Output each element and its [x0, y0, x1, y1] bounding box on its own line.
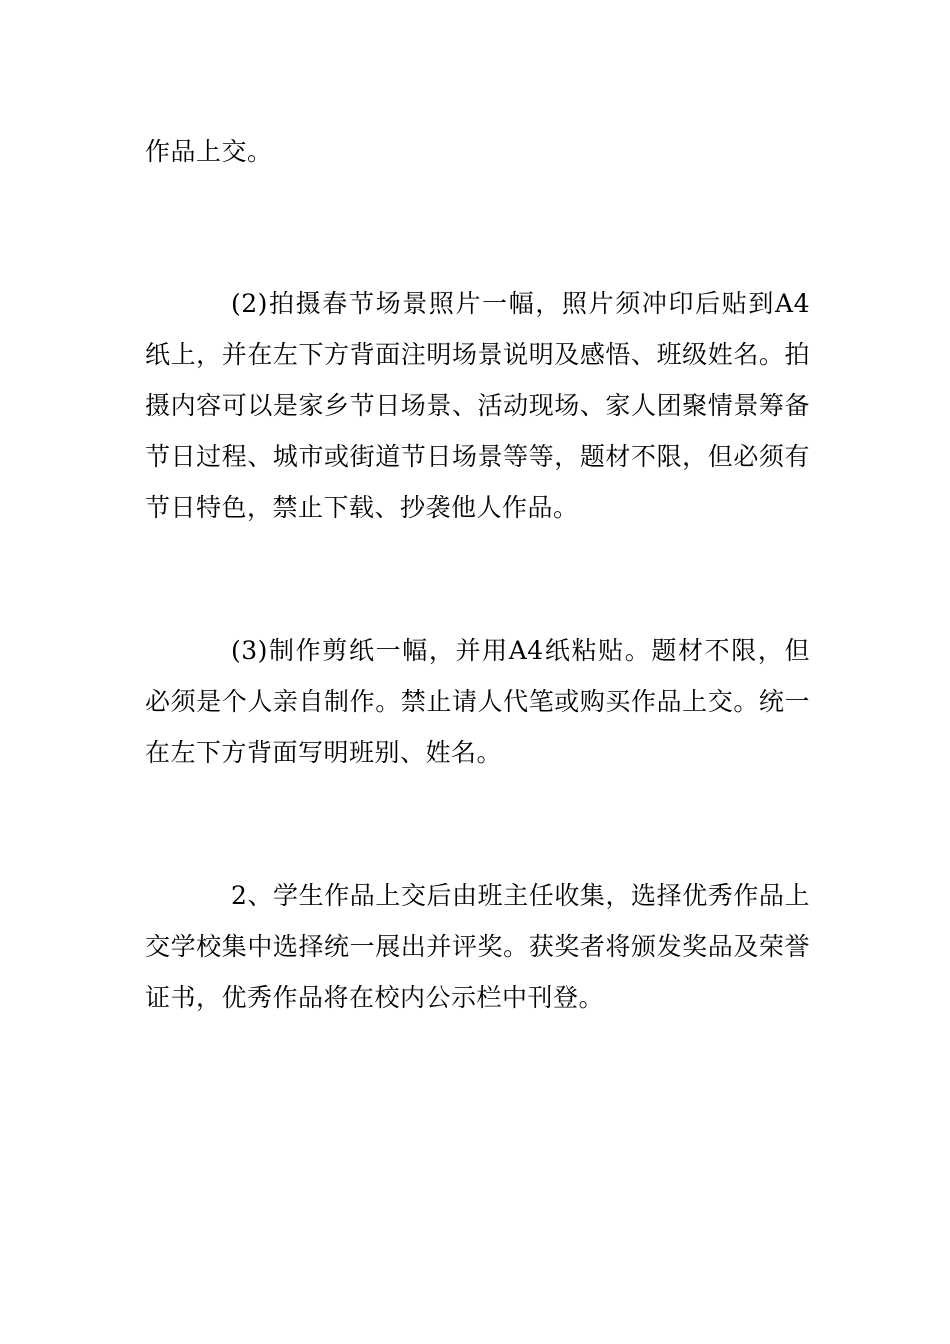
paragraph-papercut-task: (3)制作剪纸一幅，并用A4纸粘贴。题材不限，但必须是个人亲自制作。禁止请人代笔或购买作品上交。统一在左下方背面写明班别、姓名。 — [145, 636, 810, 767]
paragraph-collection-awards: 2、学生作品上交后由班主任收集，选择优秀作品上交学校集中选择统一展出并评奖。获奖者将颁发奖品及荣誉证书，优秀作品将在校内公示栏中刊登。 — [145, 881, 810, 1012]
paragraph-submission-end: 作品上交。 — [145, 137, 273, 166]
paragraph-photo-task: (2)拍摄春节场景照片一幅，照片须冲印后贴到A4纸上，并在左下方背面注明场景说明及感悟、班级姓名。拍摄内容可以是家乡节日场景、活动现场、家人团聚情景筹备节日过程、城市或街道节日场景等等，题材不限，但必须有节日特色，禁止下载、抄袭他人作品。 — [145, 289, 810, 522]
